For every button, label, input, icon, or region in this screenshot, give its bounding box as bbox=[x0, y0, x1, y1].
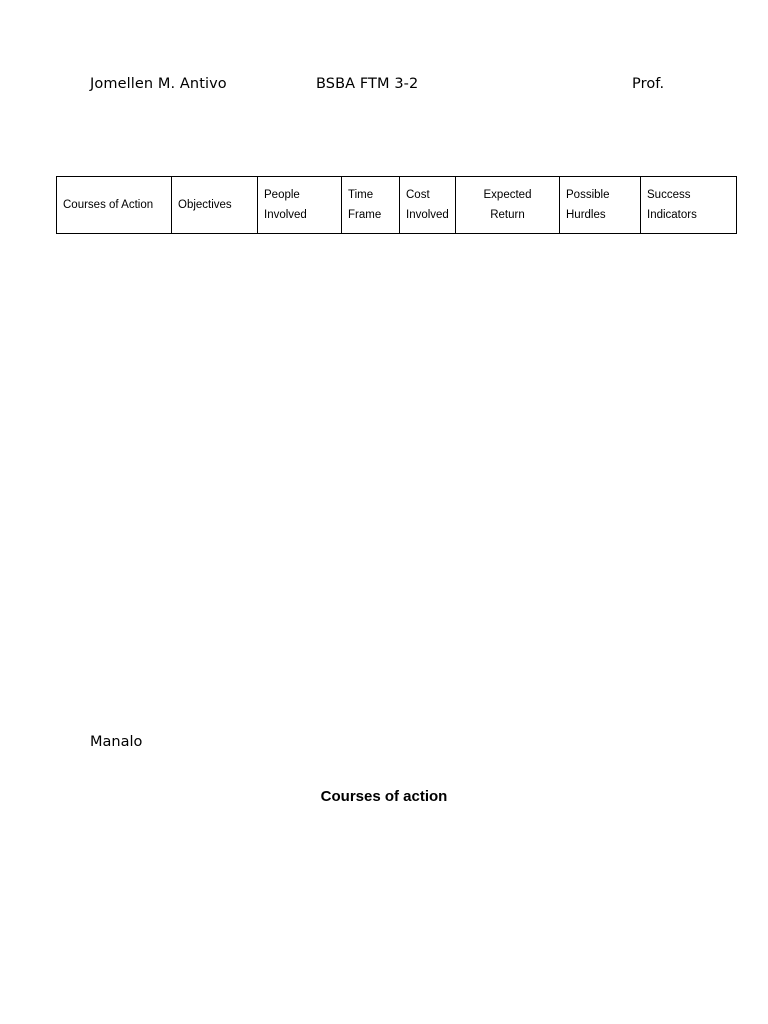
table-header-row bbox=[57, 177, 737, 234]
header-cell-success-indicators: Success Indicators bbox=[641, 177, 737, 234]
header-cell-possible-hurdles: Possible Hurdles bbox=[560, 177, 641, 234]
header-cell-courses-of-action: Courses of Action bbox=[57, 177, 172, 234]
section-heading: Courses of action bbox=[320, 788, 448, 805]
header-cell-time-frame: Time Frame bbox=[342, 177, 400, 234]
header-cell-objectives: Objectives bbox=[172, 177, 258, 234]
action-plan-table bbox=[56, 176, 737, 234]
header-cell-people-involved: People Involved bbox=[258, 177, 342, 234]
header-cell-cost-involved: Cost Involved bbox=[400, 177, 456, 234]
student-name: Jomellen M. Antivo bbox=[90, 76, 227, 92]
surname-text: Manalo bbox=[90, 734, 143, 750]
header-cell-expected-return: Expected Return bbox=[456, 177, 560, 234]
class-section: BSBA FTM 3-2 bbox=[316, 76, 419, 92]
professor-label: Prof. bbox=[632, 76, 665, 92]
